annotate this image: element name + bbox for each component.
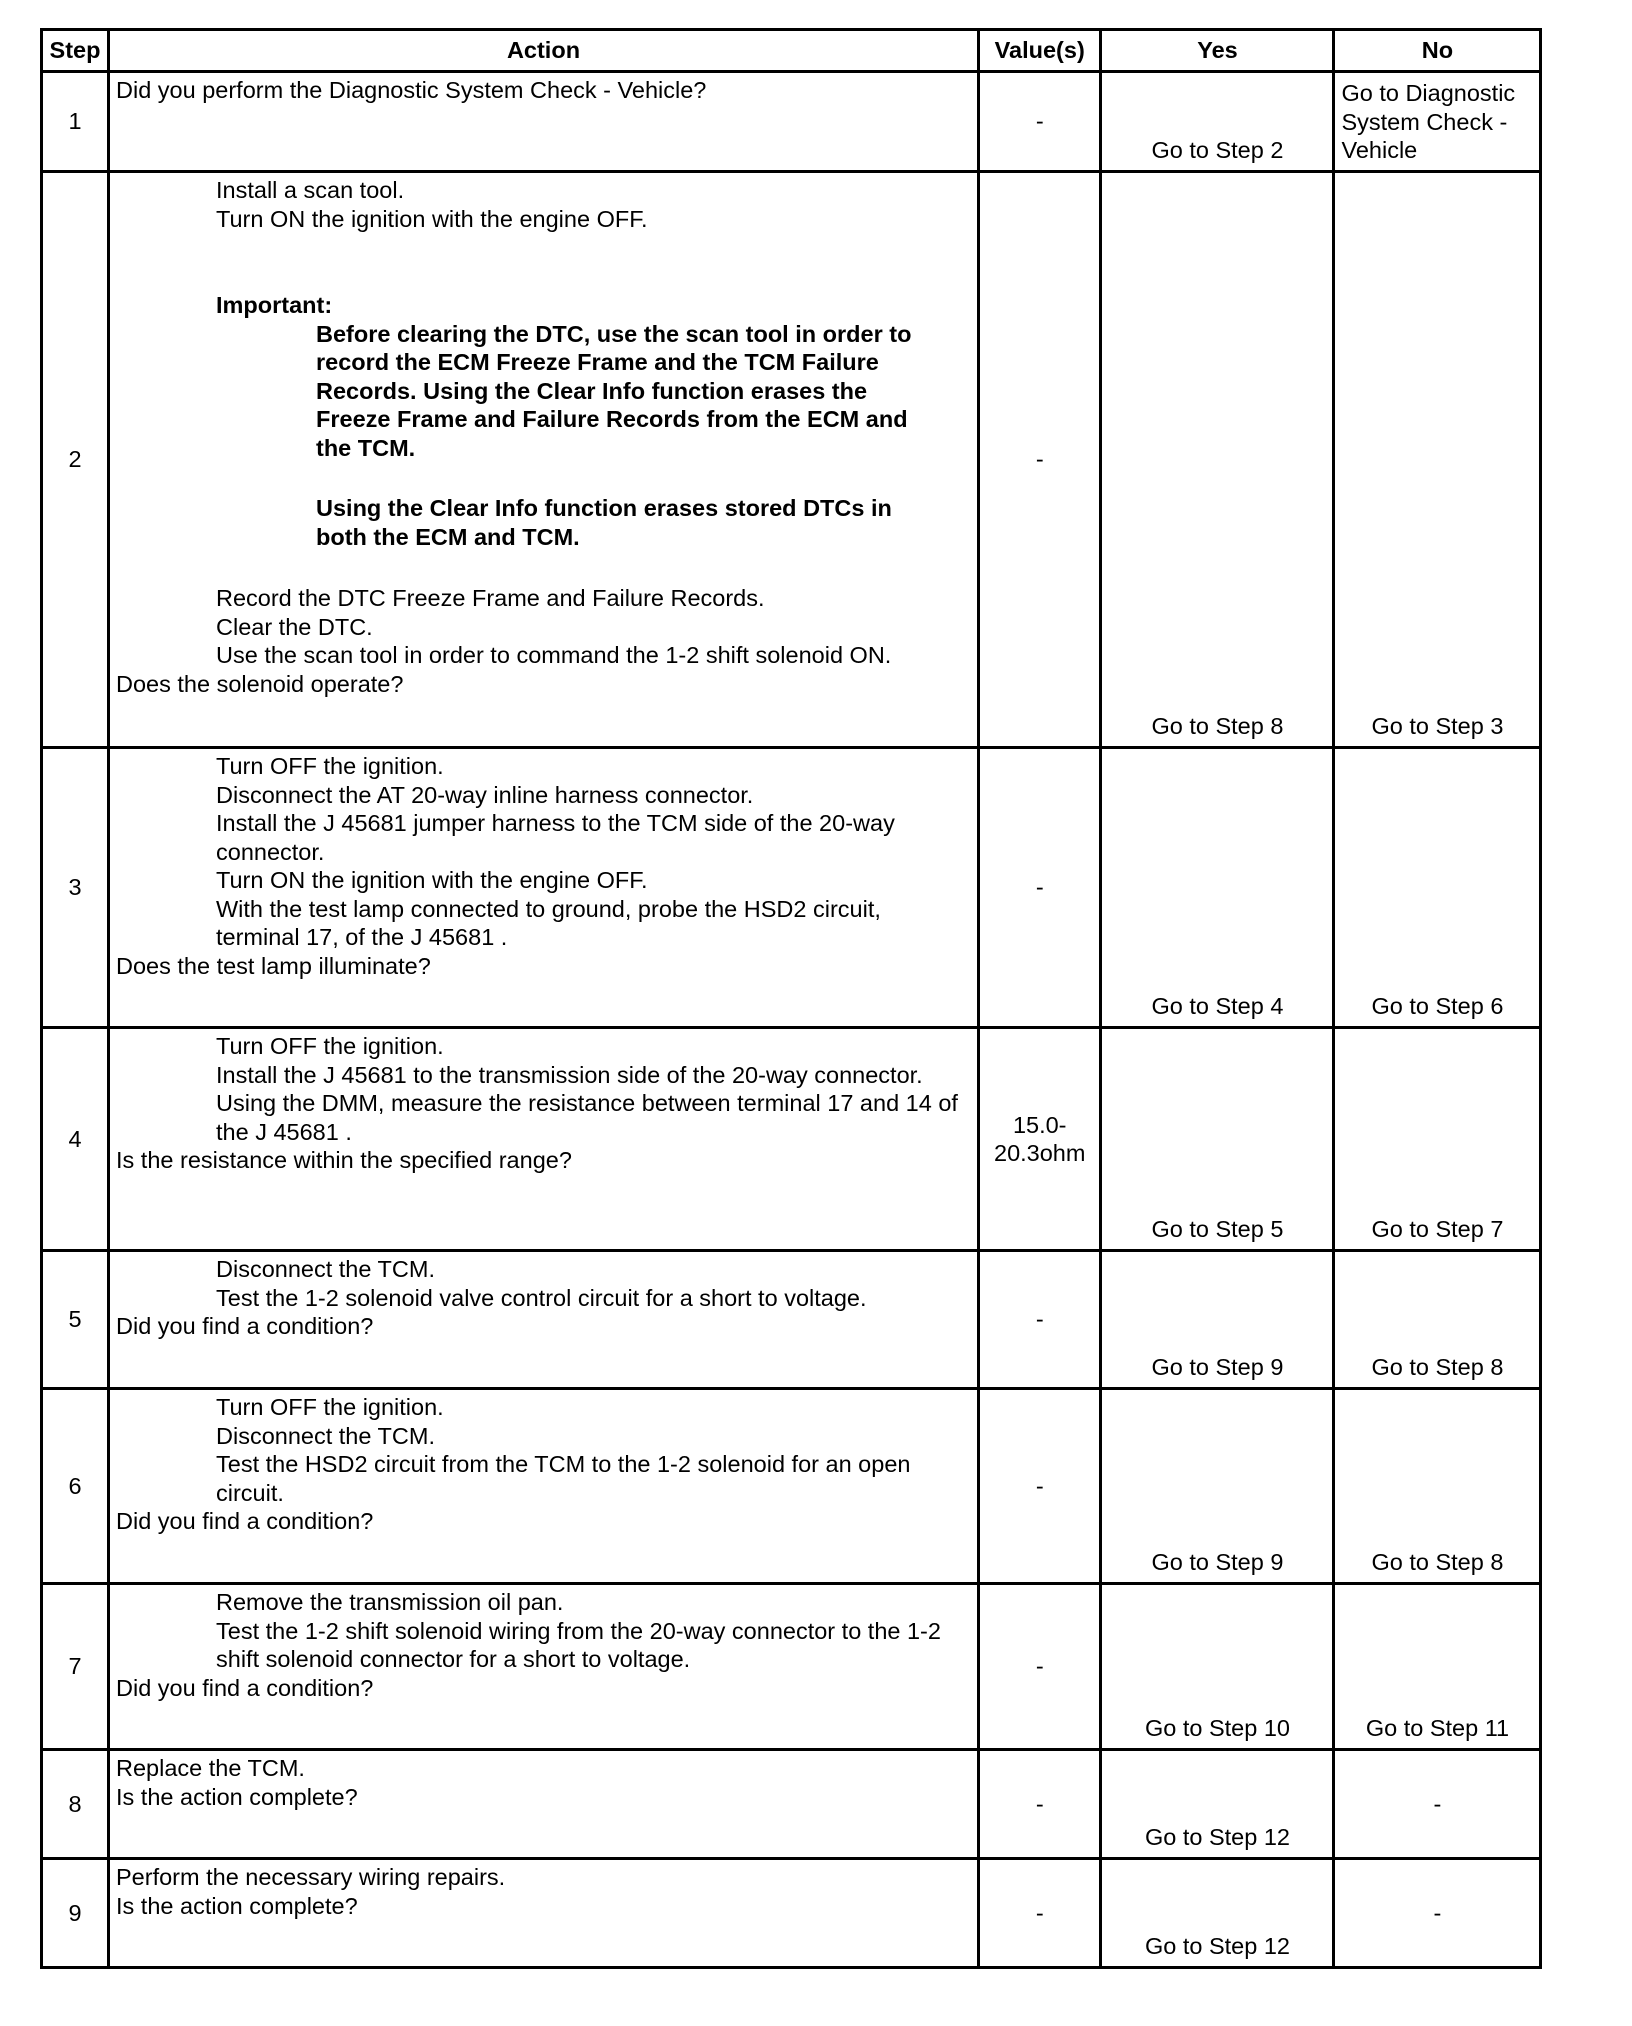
- step-number: 5: [42, 1251, 109, 1389]
- action-line: Using the DMM, measure the resistance between terminal 17 and 14 of the J 45681 .: [216, 1090, 958, 1145]
- table-row: [42, 1028, 1541, 1251]
- action-line: With the test lamp connected to ground, probe the HSD2 circuit, terminal 17, of the J 45681 .: [216, 895, 881, 950]
- header-no: No: [1334, 30, 1541, 72]
- action-cell: [109, 172, 979, 748]
- action-line: Install a scan tool.: [216, 177, 405, 203]
- action-line: Test the 1-2 solenoid valve control circuit for a short to voltage.: [216, 1284, 867, 1311]
- table-row: [42, 72, 1541, 172]
- step-number: 6: [42, 1389, 109, 1584]
- action-cell: [109, 1584, 979, 1750]
- table-row: [42, 748, 1541, 1028]
- diagnostic-table: [40, 28, 1542, 1969]
- action-cell: [109, 1389, 979, 1584]
- action-cell: [109, 748, 979, 1028]
- value-cell: -: [979, 72, 1101, 172]
- value-cell: -: [979, 1750, 1101, 1859]
- action-cell: [109, 1750, 979, 1859]
- header-step: Step: [42, 30, 109, 72]
- step-number: 4: [42, 1028, 109, 1251]
- action-line: Turn OFF the ignition.: [216, 753, 444, 779]
- step-number: 3: [42, 748, 109, 1028]
- yes-cell: Go to Step 9: [1101, 1389, 1334, 1584]
- action-question: Is the action complete?: [116, 1783, 358, 1810]
- no-cell: Go to Diagnostic System Check - Vehicle: [1334, 72, 1541, 172]
- value-cell: -: [979, 748, 1101, 1028]
- action-line: Perform the necessary wiring repairs.: [116, 1864, 506, 1890]
- no-cell: Go to Step 6: [1334, 748, 1541, 1028]
- action-line: Turn OFF the ignition.: [216, 1394, 444, 1420]
- step-number: 7: [42, 1584, 109, 1750]
- no-cell: Go to Step 11: [1334, 1584, 1541, 1750]
- action-question: Is the resistance within the specified range?: [116, 1147, 572, 1173]
- yes-cell: Go to Step 8: [1101, 172, 1334, 748]
- action-line: Test the HSD2 circuit from the TCM to the 1-2 solenoid for an open circuit.: [216, 1451, 911, 1506]
- action-line: Clear the DTC.: [216, 613, 373, 640]
- value-cell: -: [979, 1251, 1101, 1389]
- yes-cell: Go to Step 4: [1101, 748, 1334, 1028]
- action-line: Did you perform the Diagnostic System Check - Vehicle?: [116, 77, 707, 103]
- action-line: Turn OFF the ignition.: [216, 1033, 444, 1059]
- header-yes: Yes: [1101, 30, 1334, 72]
- action-line: Replace the TCM.: [116, 1755, 305, 1781]
- step-number: 1: [42, 72, 109, 172]
- table-row: [42, 1584, 1541, 1750]
- step-number: 8: [42, 1750, 109, 1859]
- no-cell: -: [1334, 1750, 1541, 1859]
- table-row: [42, 1750, 1541, 1859]
- yes-cell: Go to Step 12: [1101, 1750, 1334, 1859]
- table-row: [42, 1389, 1541, 1584]
- yes-cell: Go to Step 2: [1101, 72, 1334, 172]
- action-cell: [109, 1251, 979, 1389]
- no-cell: -: [1334, 1859, 1541, 1968]
- action-line: Disconnect the TCM.: [216, 1422, 435, 1449]
- value-cell: -: [979, 1584, 1101, 1750]
- action-question: Did you find a condition?: [116, 1313, 374, 1339]
- header-row: [42, 30, 1541, 72]
- table-row: [42, 172, 1541, 748]
- action-line: Remove the transmission oil pan.: [216, 1589, 564, 1615]
- no-cell: Go to Step 7: [1334, 1028, 1541, 1251]
- yes-cell: Go to Step 10: [1101, 1584, 1334, 1750]
- action-line: Disconnect the TCM.: [216, 1256, 435, 1282]
- action-line: Record the DTC Freeze Frame and Failure Records.: [216, 585, 765, 611]
- header-values: Value(s): [979, 30, 1101, 72]
- action-line: Turn ON the ignition with the engine OFF.: [216, 867, 648, 893]
- action-question: Does the test lamp illuminate?: [116, 952, 431, 979]
- step-number: 2: [42, 172, 109, 748]
- important-label: Important:: [216, 292, 333, 318]
- value-cell: 15.0-20.3ohm: [979, 1028, 1101, 1251]
- header-action: Action: [109, 30, 979, 72]
- value-cell: -: [979, 1389, 1101, 1584]
- action-cell: [109, 1028, 979, 1251]
- no-cell: Go to Step 3: [1334, 172, 1541, 748]
- table-row: [42, 1251, 1541, 1389]
- important-note: Using the Clear Info function erases stored DTCs in both the ECM and TCM.: [316, 495, 892, 550]
- value-cell: -: [979, 172, 1101, 748]
- step-number: 9: [42, 1859, 109, 1968]
- action-line: Install the J 45681 jumper harness to the TCM side of the 20-way connector.: [216, 810, 895, 865]
- action-question: Did you find a condition?: [116, 1508, 374, 1534]
- value-cell: -: [979, 1859, 1101, 1968]
- important-note: Before clearing the DTC, use the scan tool in order to record the ECM Freeze Frame and the TCM Failure Records. Using the Clear Info function erases the Freeze Frame and Failure Records from the ECM and the TCM.: [316, 320, 912, 461]
- action-question: Did you find a condition?: [116, 1674, 374, 1701]
- action-cell: [109, 1859, 979, 1968]
- action-line: Install the J 45681 to the transmission side of the 20-way connector.: [216, 1061, 923, 1088]
- table-row: [42, 1859, 1541, 1968]
- no-cell: Go to Step 8: [1334, 1251, 1541, 1389]
- yes-cell: Go to Step 5: [1101, 1028, 1334, 1251]
- action-line: Turn ON the ignition with the engine OFF.: [216, 205, 648, 232]
- action-question: Is the action complete?: [116, 1892, 358, 1919]
- action-line: Test the 1-2 shift solenoid wiring from the 20-way connector to the 1-2 shift solenoid connector for a short to voltage.: [216, 1617, 941, 1672]
- action-cell: [109, 72, 979, 172]
- action-question: Does the solenoid operate?: [116, 670, 404, 697]
- yes-cell: Go to Step 9: [1101, 1251, 1334, 1389]
- action-line: Disconnect the AT 20-way inline harness connector.: [216, 781, 754, 808]
- action-line: Use the scan tool in order to command the 1-2 shift solenoid ON.: [216, 642, 892, 668]
- yes-cell: Go to Step 12: [1101, 1859, 1334, 1968]
- no-cell: Go to Step 8: [1334, 1389, 1541, 1584]
